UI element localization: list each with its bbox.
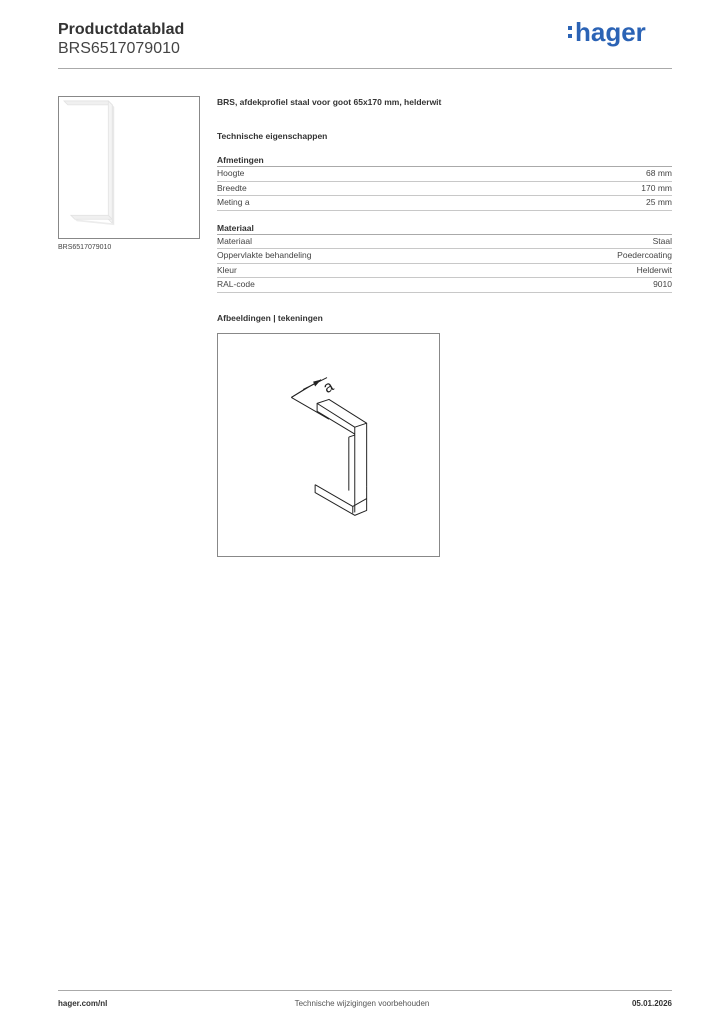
images-heading: Afbeeldingen | tekeningen <box>217 312 323 323</box>
logo-text: hager <box>575 17 646 47</box>
spec-value: Staal <box>652 235 672 246</box>
spec-row <box>217 235 672 250</box>
group-title-dimensions: Afmetingen <box>217 155 672 167</box>
spec-value: 68 mm <box>646 168 672 178</box>
spec-row <box>217 182 672 197</box>
spec-value: Poedercoating <box>617 250 672 260</box>
spec-value: 9010 <box>653 279 672 289</box>
spec-value: 170 mm <box>641 182 672 193</box>
spec-row <box>217 249 672 264</box>
product-details <box>217 96 672 324</box>
dimension-a-label: a <box>320 377 337 397</box>
product-thumbnail <box>58 96 200 239</box>
technical-properties-heading: Technische eigenschappen <box>217 131 328 141</box>
page-title: Productdatablad <box>58 21 185 38</box>
footer-website-link[interactable]: hager.com/nl <box>58 999 108 1008</box>
spec-label: Materiaal <box>217 235 252 246</box>
spec-label: Kleur <box>217 264 237 275</box>
footer-disclaimer: Technische wijzigingen voorbehouden <box>294 999 430 1008</box>
technical-drawing <box>217 333 440 557</box>
group-title-material: Materiaal <box>217 223 672 235</box>
spec-row <box>217 264 672 279</box>
spec-row <box>217 196 672 211</box>
spec-row <box>217 278 672 293</box>
product-description: BRS, afdekprofiel staal voor goot 65x170 mm, helderwit <box>217 97 442 107</box>
spec-label: RAL-code <box>217 279 255 289</box>
spec-row <box>217 167 672 182</box>
hager-logo <box>566 14 658 48</box>
spec-label: Breedte <box>217 182 247 193</box>
header-divider <box>58 68 672 69</box>
footer-divider <box>58 990 672 991</box>
spec-value: Helderwit <box>636 264 672 275</box>
spec-label: Meting a <box>217 197 250 207</box>
spec-value: 25 mm <box>646 197 672 207</box>
spec-label: Hoogte <box>217 168 245 178</box>
product-code: BRS6517079010 <box>58 40 180 57</box>
footer-date: 05.01.2026 <box>631 999 672 1008</box>
thumbnail-caption: BRS6517079010 <box>58 244 112 251</box>
spec-label: Oppervlakte behandeling <box>217 250 312 260</box>
